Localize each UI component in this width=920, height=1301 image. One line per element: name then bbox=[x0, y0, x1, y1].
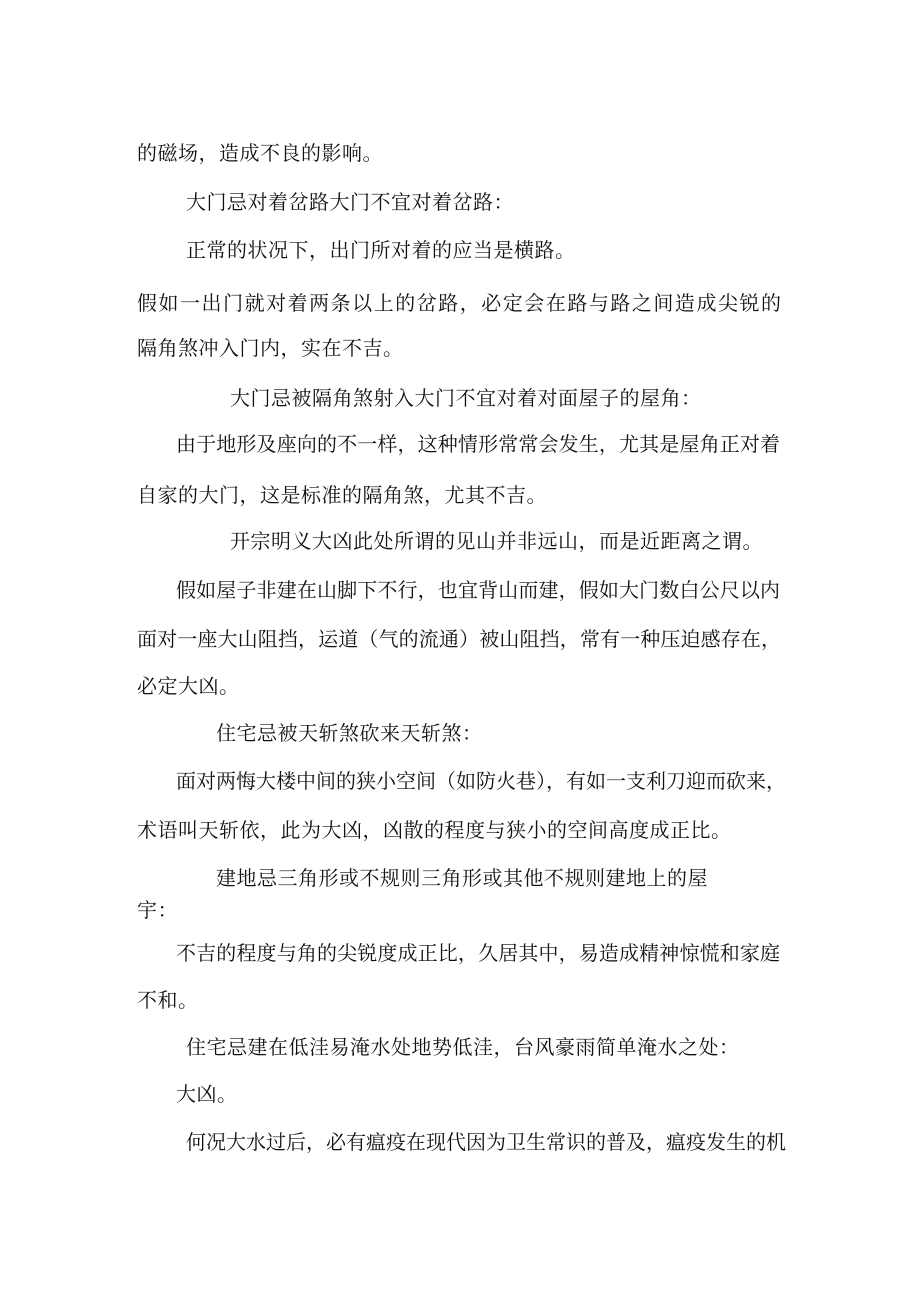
text-line: 不和。 bbox=[137, 988, 199, 1012]
text-line: 隔角煞冲入门内，实在不吉。 bbox=[137, 336, 404, 360]
section-heading: 大门忌被隔角煞射入大门不宜对着对面屋子的屋角： bbox=[230, 386, 702, 410]
text-line: 自家的大门，这是标准的隔角煞，尤其不吉。 bbox=[137, 483, 547, 507]
text-line: 假如一出门就对着两条以上的岔路，必定会在路与路之间造成尖锐的 bbox=[137, 291, 781, 315]
text-line: 面对两悔大楼中间的狭小空间（如防火巷），有如一支利刀迎而砍来， bbox=[176, 769, 786, 793]
text-line: 不吉的程度与角的尖锐度成正比，久居其中，易造成精神惊慌和家庭 bbox=[176, 941, 780, 965]
text-line: 由于地形及座向的不一样，这种情形常常会发生，尤其是屋角正对着 bbox=[176, 432, 780, 456]
text-line: 正常的状况下，出门所对着的应当是横路。 bbox=[186, 238, 576, 262]
section-heading: 住宅忌建在低洼易淹水处地势低洼，台风豪雨简单淹水之处： bbox=[186, 1035, 740, 1059]
section-heading: 住宅忌被天斩煞砍来天斩煞： bbox=[216, 721, 483, 745]
section-heading: 大门忌对着岔路大门不宜对着岔路： bbox=[186, 190, 514, 214]
text-line: 术语叫天斩依，此为大凶，凶散的程度与狭小的空间高度成正比。 bbox=[137, 818, 732, 842]
text-line: 假如屋子非建在山脚下不行，也宜背山而建，假如大门数白公尺以内 bbox=[176, 578, 780, 602]
text-line: 必定大凶。 bbox=[137, 674, 240, 698]
section-heading: 建地忌三角形或不规则三角形或其他不规则建地上的屋 bbox=[216, 866, 708, 890]
text-line: 面对一座大山阻挡，运道（气的流通）被山阻挡，常有一种压迫感存在， bbox=[137, 627, 781, 651]
section-heading-continued: 宇： bbox=[137, 898, 178, 922]
text-line: 大凶。 bbox=[176, 1082, 238, 1106]
text-line: 何况大水过后，必有瘟疫在现代因为卫生常识的普及，瘟疫发生的机 bbox=[186, 1130, 786, 1154]
text-line: 的磁场，造成不良的影响。 bbox=[137, 141, 383, 165]
section-heading: 开宗明义大凶此处所谓的见山并非远山，而是近距离之谓。 bbox=[230, 529, 763, 553]
